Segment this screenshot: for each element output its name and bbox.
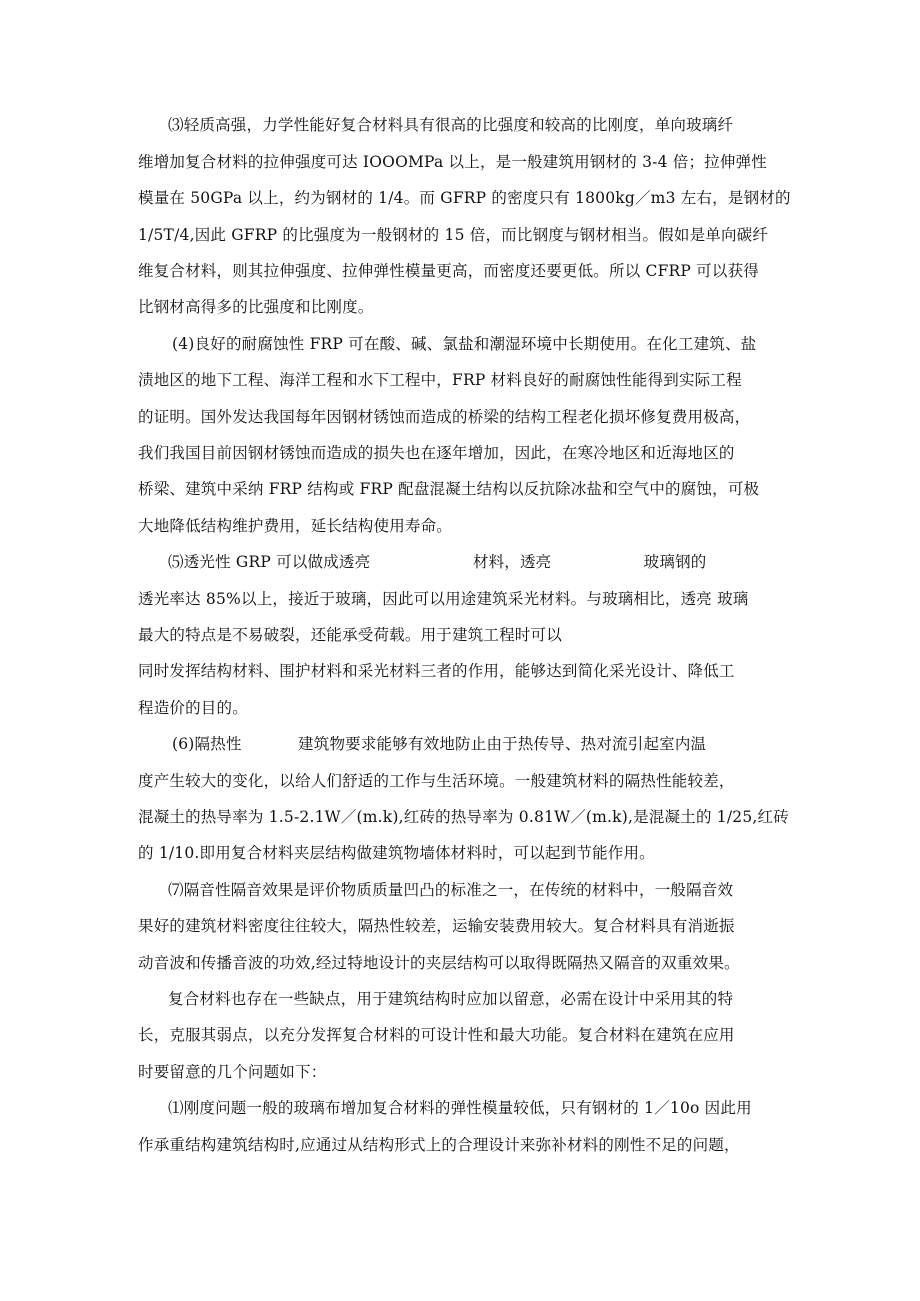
text-line: 果好的建筑材料密度往往较大，隔热性较差，运输安装费用较大。复合材料具有消逝振	[138, 917, 735, 935]
text-line: 同时发挥结构材料、围护材料和采光材料三者的作用，能够达到简化采光设计、降低工	[138, 662, 735, 680]
text-line: 作承重结构建筑结构时,应通过从结构形式上的合理设计来弥补材料的刚性不足的问题，	[138, 1136, 740, 1154]
text-line: (6)隔热性 建筑物要求能够有效地防止由于热传导、热对流引起室内温	[172, 735, 707, 753]
text-line: 比钢材高得多的比强度和比刚度。	[138, 298, 374, 316]
text-line: 最大的特点是不易破裂，还能承受荷载。用于建筑工程时可以	[138, 626, 562, 644]
text-line: 度产生较大的变化，以给人们舒适的工作与生活环境。一般建筑材料的隔热性能较差，	[138, 772, 735, 790]
text-line: 时要留意的几个问题如下：	[138, 1063, 327, 1081]
text-line: 维增加复合材料的拉伸强度可达 IOOOMPa 以上，是一般建筑用钢材的 3-4 倍；拉伸弹性	[138, 153, 767, 171]
text-line: 动音波和传播音波的功效,经过特地设计的夹层结构可以取得既隔热又隔音的双重效果。	[138, 954, 740, 972]
text-line: 复合材料也存在一些缺点，用于建筑结构时应加以留意，必需在设计中采用其的特	[168, 990, 734, 1008]
text-line: 的 1/10.即用复合材料夹层结构做建筑物墙体材料时，可以起到节能作用。	[138, 844, 655, 862]
text-line: 长，克服其弱点，以充分发挥复合材料的可设计性和最大功能。复合材料在建筑在应用	[138, 1026, 735, 1044]
text-line: 程造价的目的。	[138, 699, 248, 717]
text-line: 维复合材料，则其拉伸强度、拉伸弹性模量更高，而密度还要更低。所以 CFRP 可以获得	[138, 262, 759, 280]
text-line: 1/5T/4,因此 GFRP 的比强度为一般钢材的 15 倍，而比钢度与钢材相当。假如是单向碳纤	[138, 226, 769, 244]
text-line: ⑸透光性 GRP 可以做成透亮 材料，透亮 玻璃钢的	[168, 553, 707, 571]
text-line: ⑶轻质高强，力学性能好复合材料具有很高的比强度和较高的比刚度，单向玻璃纤	[168, 116, 734, 134]
text-line: 桥梁、建筑中采纳 FRP 结构或 FRP 配盘混凝土结构以反抗除冰盐和空气中的腐蚀，可极	[138, 480, 760, 498]
text-line: 模量在 50GPa 以上，约为钢材的 1/4。而 GFRP 的密度只有 1800kg／m3 左右，是钢材的	[138, 189, 791, 207]
text-line: 大地降低结构维护费用，延长结构使用寿命。	[138, 517, 453, 535]
text-line: ⑺隔音性隔音效果是评价物质质量凹凸的标准之一，在传统的材料中，一般隔音效	[168, 881, 734, 899]
text-line: 混凝土的热导率为 1.5-2.1W／(m.k),红砖的热导率为 0.81W／(m.k),是混凝土的 1/25,红砖	[138, 808, 789, 826]
text-line: (4)良好的耐腐蚀性 FRP 可在酸、碱、氯盐和潮湿环境中长期使用。在化工建筑、盐	[172, 335, 757, 353]
text-line: ⑴刚度问题一般的玻璃布增加复合材料的弹性模量较低，只有钢材的 1／10o 因此用	[168, 1099, 752, 1117]
text-line: 的证明。国外发达我国每年因钢材锈蚀而造成的桥梁的结构工程老化损坏修复费用极高，	[138, 408, 751, 426]
text-line: 透光率达 85%以上，接近于玻璃，因此可以用途建筑采光材料。与玻璃相比，透亮 玻璃	[138, 590, 749, 608]
text-line: 渍地区的地下工程、海洋工程和水下工程中，FRP 材料良好的耐腐蚀性能得到实际工程	[138, 371, 742, 389]
text-line: 我们我国目前因钢材锈蚀而造成的损失也在逐年增加，因此，在寒冷地区和近海地区的	[138, 444, 735, 462]
